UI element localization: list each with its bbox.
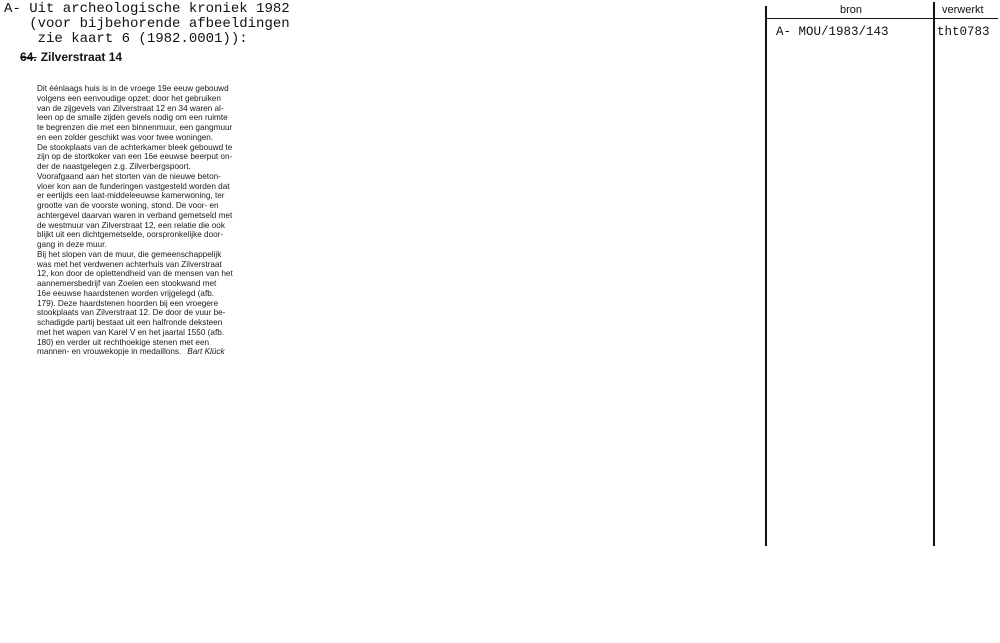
body-line: achtergevel daarvan waren in verband gemetseld met — [37, 210, 233, 220]
body-line: schadigde partij bestaat uit een halfronde deksteen — [37, 318, 223, 327]
body-line: 12, kon door de oplettendheid van de mensen van het — [37, 269, 233, 279]
header-line-1: A- Uit archeologische kroniek 1982 — [4, 1, 290, 17]
body-line: Voorafgaand aan het storten van de nieuwe beton- — [37, 171, 221, 181]
body-line: aannemersbedrijf van Zoelen een stookwand met — [37, 279, 217, 288]
body-line: grootte van de voorste woning, stond. De voor- en — [37, 201, 219, 210]
body-line: stookplaats van Zilverstraat 12. De door de vuur be- — [37, 308, 226, 318]
bron-cell: A- MOU/1983/143 — [776, 25, 889, 39]
body-line: volgens een eenvoudige opzet: door het gebruiken — [37, 93, 221, 103]
header-line-3: zie kaart 6 (1982.0001)): — [4, 31, 248, 47]
header-line-2: (voor bijbehorende afbeeldingen — [4, 16, 290, 32]
body-line: te begrenzen die met een binnenmuur, een gangmuur — [37, 123, 233, 132]
body-line: blijkt uit een dichtgemetselde, oorspronkelijke door- — [37, 230, 224, 240]
verwerkt-cell: tht0783 — [937, 25, 990, 39]
column-header-bron: bron — [840, 4, 863, 16]
body-line: vloer kon aan de funderingen vastgesteld worden dat — [37, 181, 230, 191]
body-line: der de naastgelegen z.g. Zilverbergspoort. — [37, 162, 191, 171]
body-line: Bij het slopen van de muur, die gemeenschappelijk — [37, 249, 222, 259]
body-line: er eertijds een laat-middeleeuwse kamerwoning, ter — [37, 191, 225, 201]
body-line: was met het verdwenen achterhuis van Zilverstraat — [37, 259, 222, 269]
table-column-divider — [933, 2, 935, 546]
body-line: gang in deze muur. — [37, 240, 107, 249]
table-left-border — [765, 6, 767, 546]
body-line: met het wapen van Karel V en het jaartal 1550 (afb. — [37, 327, 225, 337]
body-line: Dit éénlaags huis is in de vroege 19e eeuw gebouwd — [37, 84, 229, 93]
author-signature: Bart Klück — [187, 347, 225, 357]
table-top-rule — [766, 18, 998, 19]
body-line: mannen- en vrouwekopje in medaillons. — [37, 347, 182, 357]
column-header-verwerkt: verwerkt — [942, 4, 984, 16]
body-line: leen op de smalle zijden gevels nodig om een ruimte — [37, 113, 228, 123]
section-number: 64. — [20, 50, 37, 64]
section-title: Zilverstraat 14 — [40, 50, 123, 64]
body-line: de westmuur van Zilverstraat 12, een relatie die ook — [37, 220, 225, 230]
body-line: De stookplaats van de achterkamer bleek gebouwd te — [37, 142, 233, 152]
body-line: 179). Deze haardstenen hoorden bij een vroegere — [37, 298, 219, 308]
body-line: van de zijgevels van Zilverstraat 12 en 34 waren al- — [37, 103, 224, 113]
body-line: zijn op de stortkoker van een 16e eeuwse beerput on- — [37, 152, 233, 162]
body-line: 180) en verder uit rechthoekige stenen met een — [37, 337, 210, 347]
body-line: en een zolder geschikt was voor twee woningen. — [37, 132, 214, 142]
body-line: 16e eeuwse haardstenen worden vrijgelegd (afb. — [37, 288, 215, 298]
